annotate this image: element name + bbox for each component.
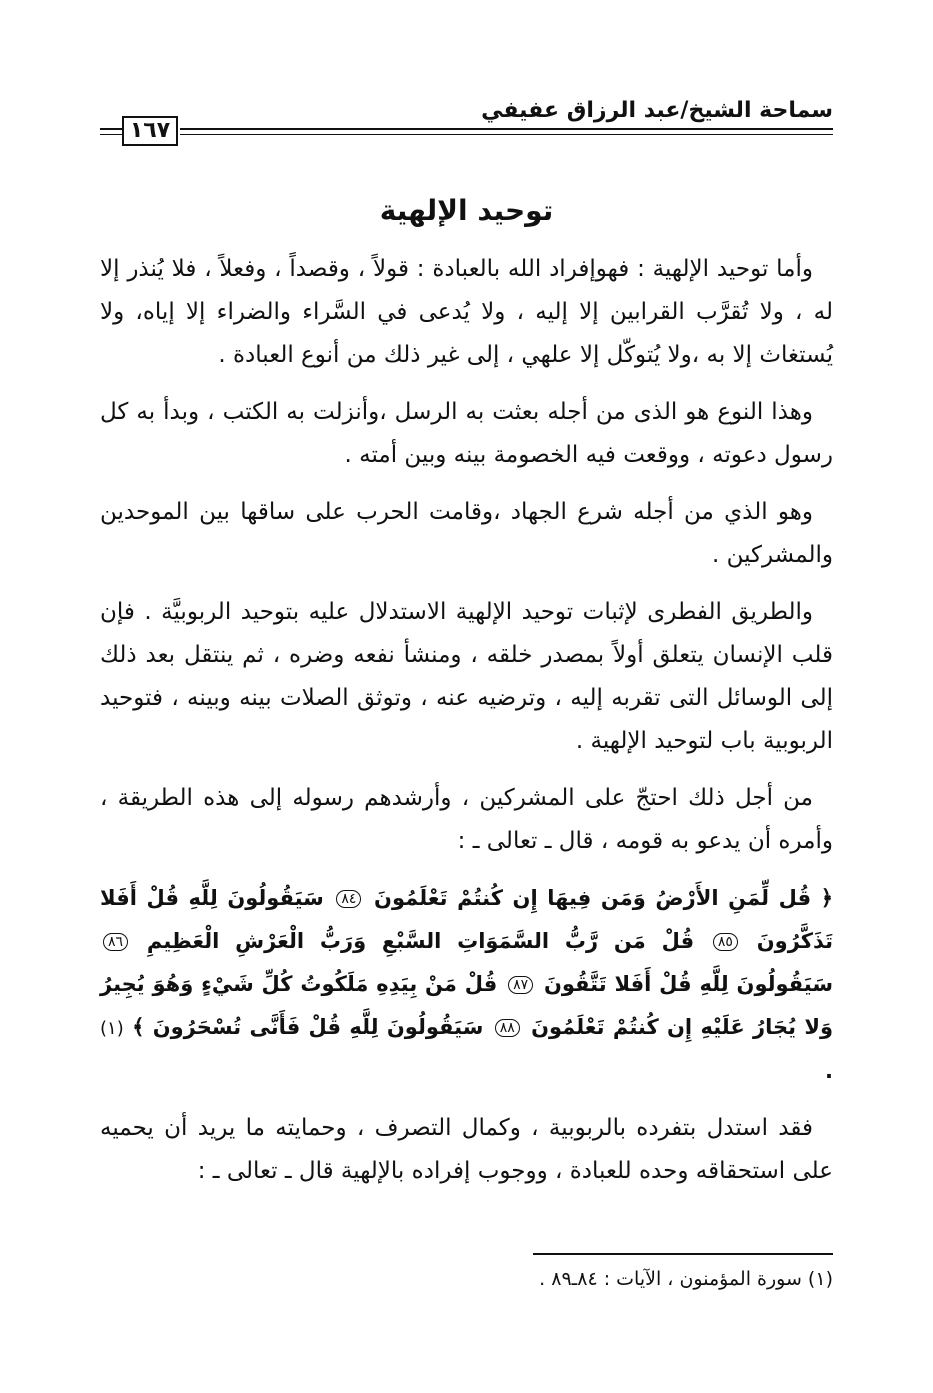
body-paragraph: وهو الذي من أجله شرع الجهاد ،وقامت الحرب على ساقها بين الموحدين والمشركين . xyxy=(100,499,833,568)
page-number: ١٦٧ xyxy=(122,116,178,146)
section-title: توحيد الإلهية xyxy=(379,194,554,227)
body-paragraph: وأما توحيد الإلهية : فهوإفراد الله بالعبادة : قولاً ، وقصداً ، وفعلاً ، فلا يُنذر إلا له ، ولا تُقرَّب القرابين إلا إليه ، ولا يُدعى في السَّراء والضراء إلا إياه، ولا يُستغاث إلا به ،ولا يُتوكّل إلا علهي ، إلى غير ذلك من أنوع العبادة . xyxy=(100,256,833,368)
footnote-separator xyxy=(533,1253,833,1255)
ayah-number: ٨٤ xyxy=(336,890,361,908)
ayah-number: ٨٧ xyxy=(508,976,533,994)
verse-segment: سَيَقُولُونَ لِلَّهِ قُلْ فَأَنَّى تُسْحَرُونَ xyxy=(152,1015,484,1039)
verse-segment: قُل لِّمَنِ الأَرْضُ وَمَن فِيهَا إِن كُنتُمْ تَعْلَمُونَ xyxy=(374,886,812,910)
verse-segment: قُلْ مَنْ بِيَدِهِ مَلَكُوتُ كُلِّ شَيْءٍ وَهُوَ يُجِيرُ وَلا يُجَارُ عَلَيْهِ إِن كُنتُمْ تَعْلَمُونَ xyxy=(100,972,834,1039)
body-paragraph: والطريق الفطرى لإثبات توحيد الإلهية الاستدلال عليه بتوحيد الربوبيَّة . فإن قلب الإنسان يتعلق أولاً بمصدر خلقه ، ومنشأ نفعه وضره ، ثم ينتقل بعد ذلك إلى الوسائل التى تقربه إليه ، وترضيه عنه ، وتوثق الصلات بينه وبينه ، فتوحيد الربوبية باب لتوحيد الإلهية . xyxy=(100,599,833,754)
verse-segment: قُلْ مَن رَّبُّ السَّمَوَاتِ السَّبْعِ وَرَبُّ الْعَرْشِ الْعَظِيمِ xyxy=(146,929,695,953)
verse-end-mark: . xyxy=(825,1059,833,1083)
ayah-number: ٨٥ xyxy=(713,933,738,951)
body-paragraph: وهذا النوع هو الذى من أجله بعثت به الرسل ،وأنزلت به الكتب ، وبدأ به كل رسول دعوته ، ووقعت فيه الخصومة بينه وبين أمته . xyxy=(100,399,833,468)
header-rule xyxy=(100,134,122,135)
header-rule xyxy=(180,128,833,130)
footnote: (١) سورة المؤمنون ، الآيات : ٨٤ـ٨٩ . xyxy=(539,1268,833,1290)
ayah-number: ٨٨ xyxy=(495,1019,520,1037)
body-paragraph: من أجل ذلك احتجّ على المشركين ، وأرشدهم رسوله إلى هذه الطريقة ، وأمره أن يدعو به قومه ، قال ـ تعالى ـ : xyxy=(100,785,833,854)
verse-open-bracket: ﴿ xyxy=(820,886,834,910)
verse-close-bracket: ﴾ xyxy=(132,1015,145,1039)
verse-segment: سَيَقُولُونَ لِلَّهِ قُلْ أَفَلا تَذَكَّرُونَ xyxy=(100,886,834,953)
header-rule xyxy=(180,134,833,135)
page-body xyxy=(100,188,833,1207)
quran-verse-block xyxy=(100,877,833,1093)
verse-segment: سَيَقُولُونَ لِلَّهِ قُلْ أَفَلا تَتَّقُونَ xyxy=(543,972,834,996)
running-header-author: سماحة الشيخ/عبد الرزاق عفيفي xyxy=(481,98,833,123)
header-rule xyxy=(100,128,122,130)
body-paragraph: فقد استدل بتفرده بالربوبية ، وكمال التصرف ، وحمايته ما يريد أن يحميه على استحقاقه وحده للعبادة ، ووجوب إفراده بالإلهية قال ـ تعالى ـ : xyxy=(100,1115,833,1184)
ayah-number: ٨٦ xyxy=(103,933,128,951)
footnote-reference: (١) xyxy=(100,1018,124,1039)
